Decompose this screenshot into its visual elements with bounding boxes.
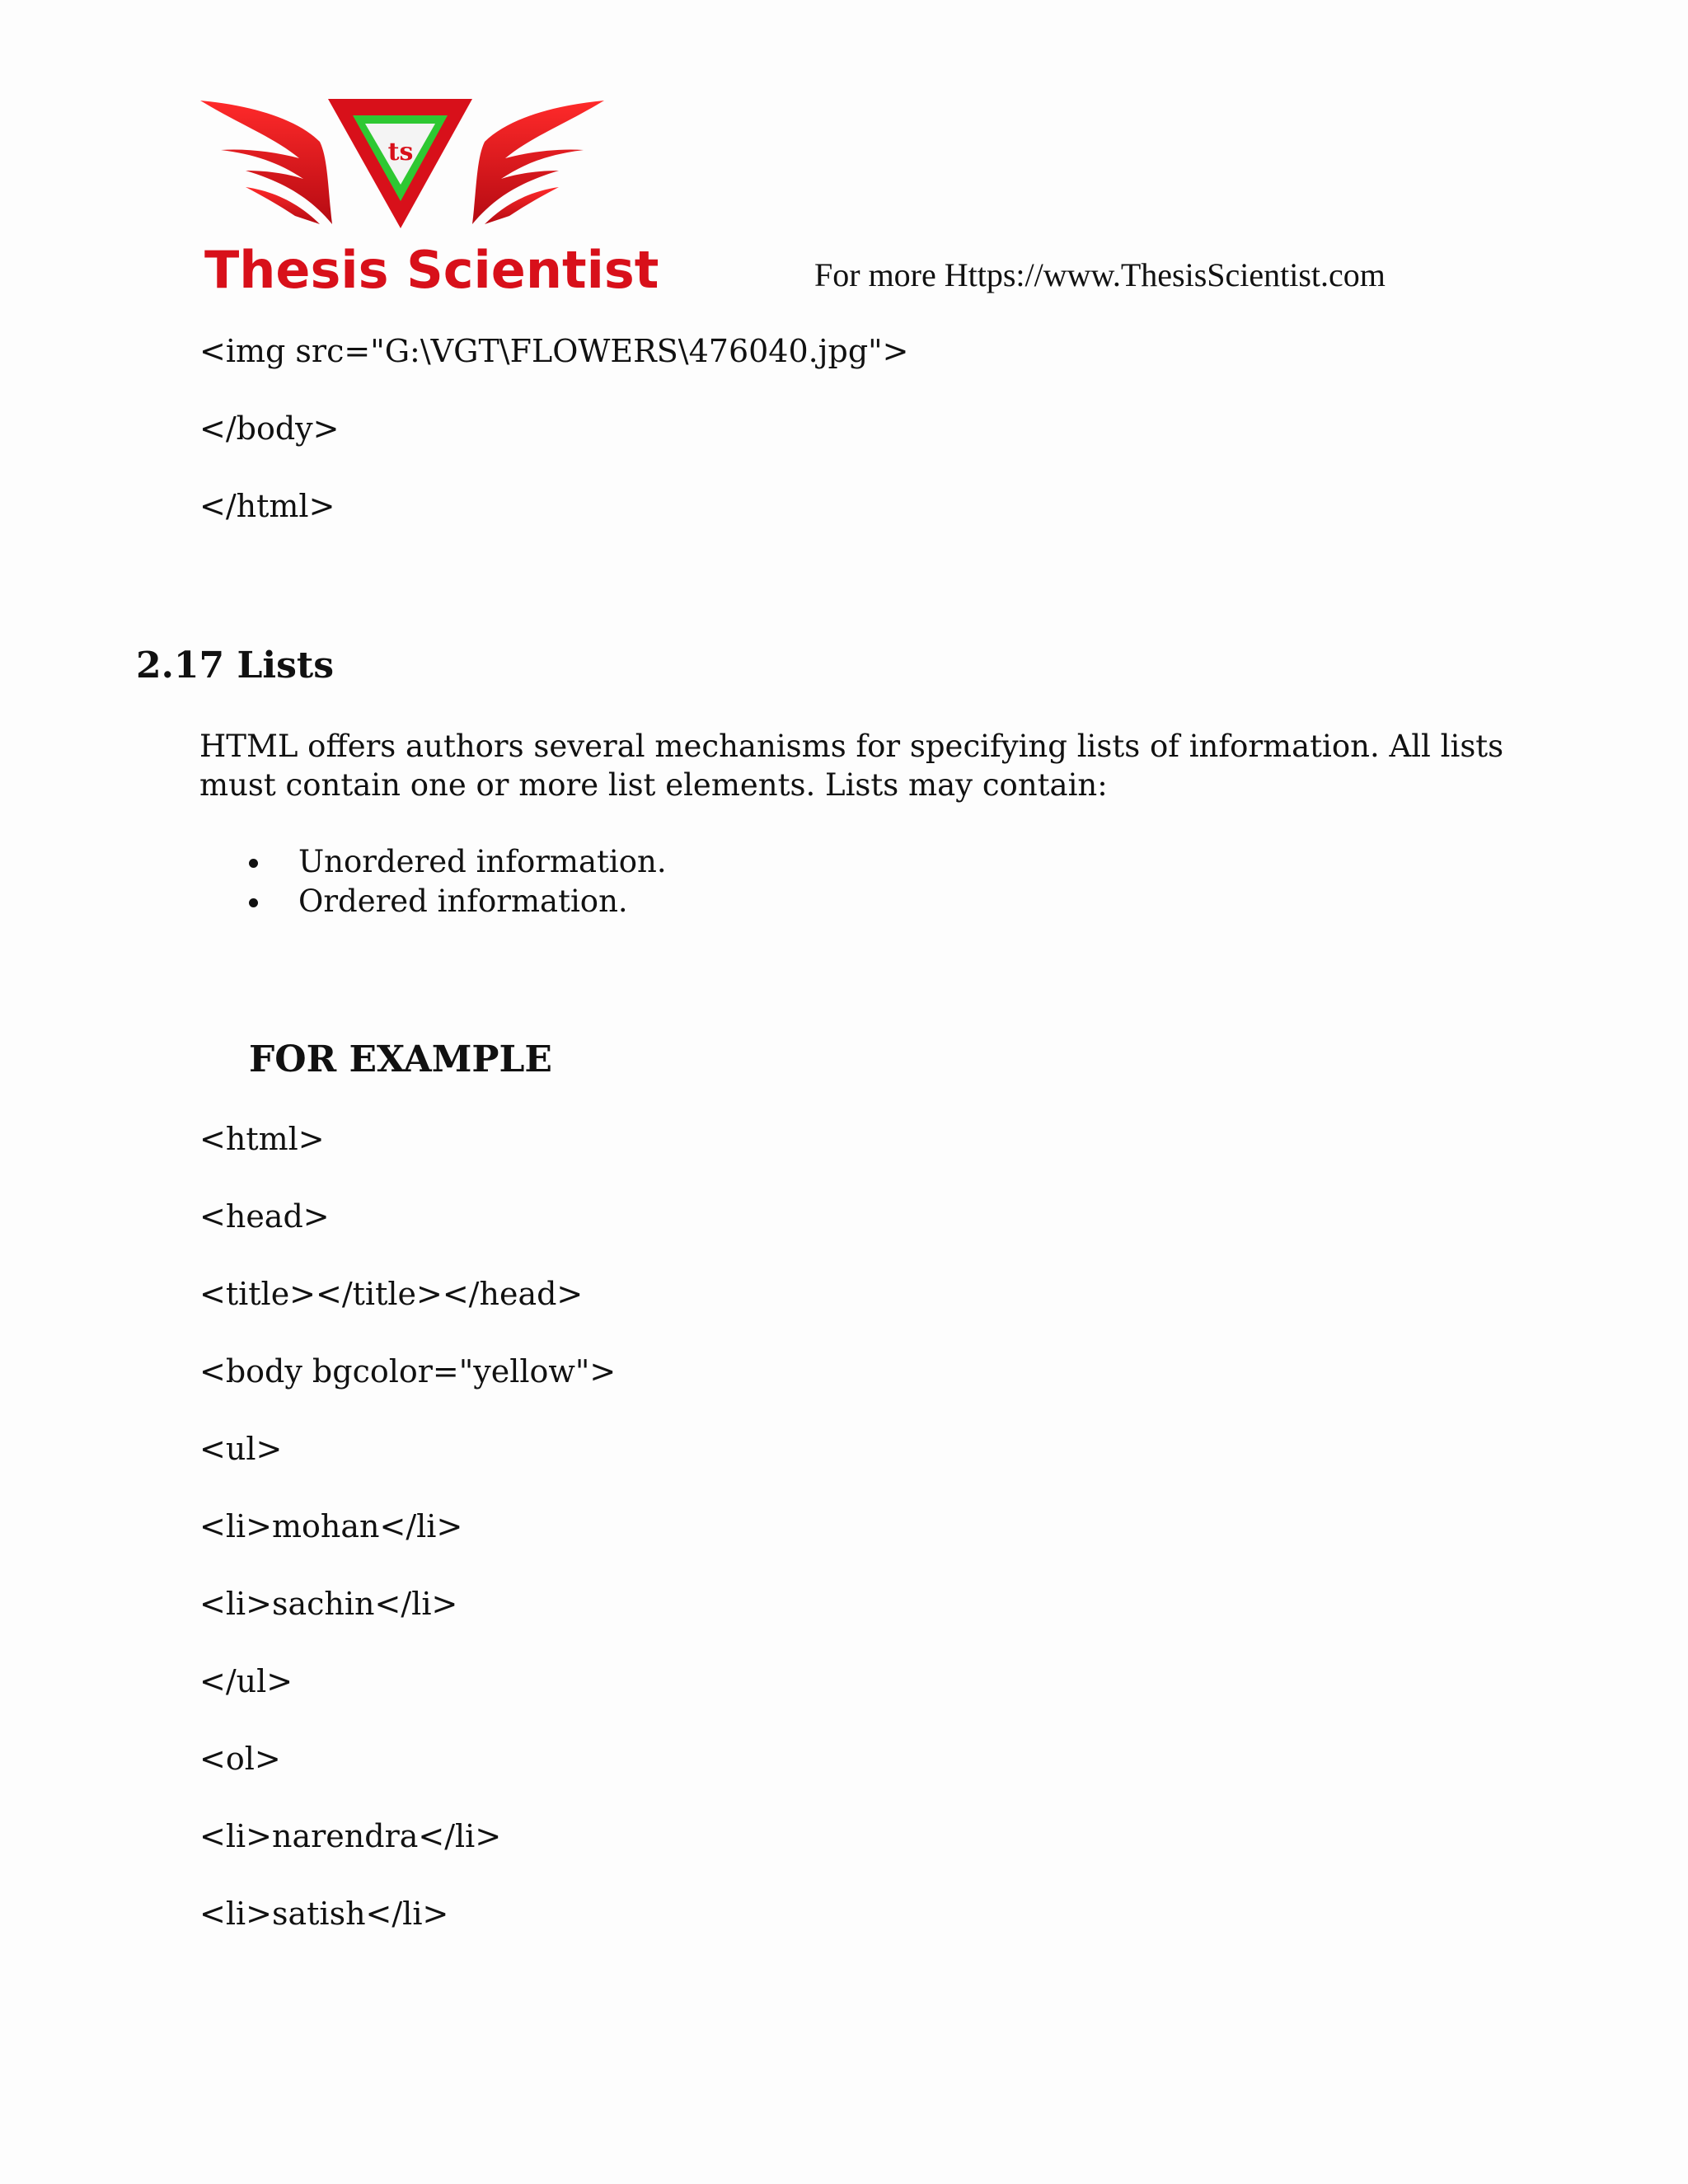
section-paragraph xyxy=(199,727,1568,804)
code-line: </html> xyxy=(199,488,335,524)
code-line: <title></title></head> xyxy=(199,1276,584,1312)
bullet-icon xyxy=(249,898,258,907)
section-heading: 2.17 Lists xyxy=(136,644,335,687)
code-line: </body> xyxy=(199,410,340,447)
code-line: <img src="G:\VGT\FLOWERS\476040.jpg"> xyxy=(199,333,909,369)
list-item xyxy=(199,882,667,921)
code-line: <ul> xyxy=(199,1431,283,1467)
list-item-text: Ordered information. xyxy=(298,883,628,919)
bullet-list xyxy=(199,842,667,921)
code-line: <li>sachin</li> xyxy=(199,1586,458,1622)
left-wing-icon xyxy=(200,101,332,224)
list-item xyxy=(199,842,667,882)
code-line: <head> xyxy=(199,1198,330,1235)
code-line: <ol> xyxy=(199,1741,281,1777)
code-line: <li>satish</li> xyxy=(199,1896,449,1932)
website-link[interactable]: For more Https://www.ThesisScientist.com xyxy=(814,256,1386,293)
bullet-icon xyxy=(249,859,258,868)
list-item-text: Unordered information. xyxy=(298,844,667,879)
code-line: <html> xyxy=(199,1121,325,1157)
code-line: <body bgcolor="yellow"> xyxy=(199,1353,617,1390)
code-line: <li>mohan</li> xyxy=(199,1508,463,1544)
paragraph-line: must contain one or more list elements. Lists may contain: xyxy=(199,767,1108,803)
svg-text:Thesis Scientist: Thesis Scientist xyxy=(204,240,659,300)
right-wing-icon xyxy=(472,101,604,224)
example-heading: FOR EXAMPLE xyxy=(249,1038,552,1080)
svg-text:ts: ts xyxy=(387,138,414,166)
triangle-emblem-icon xyxy=(328,99,472,228)
code-line: </ul> xyxy=(199,1663,293,1699)
code-line: <li>narendra</li> xyxy=(199,1818,502,1854)
paragraph-line: HTML offers authors several mechanisms for specifying lists of information. All lists xyxy=(199,729,1504,764)
thesis-scientist-logo xyxy=(196,92,659,300)
